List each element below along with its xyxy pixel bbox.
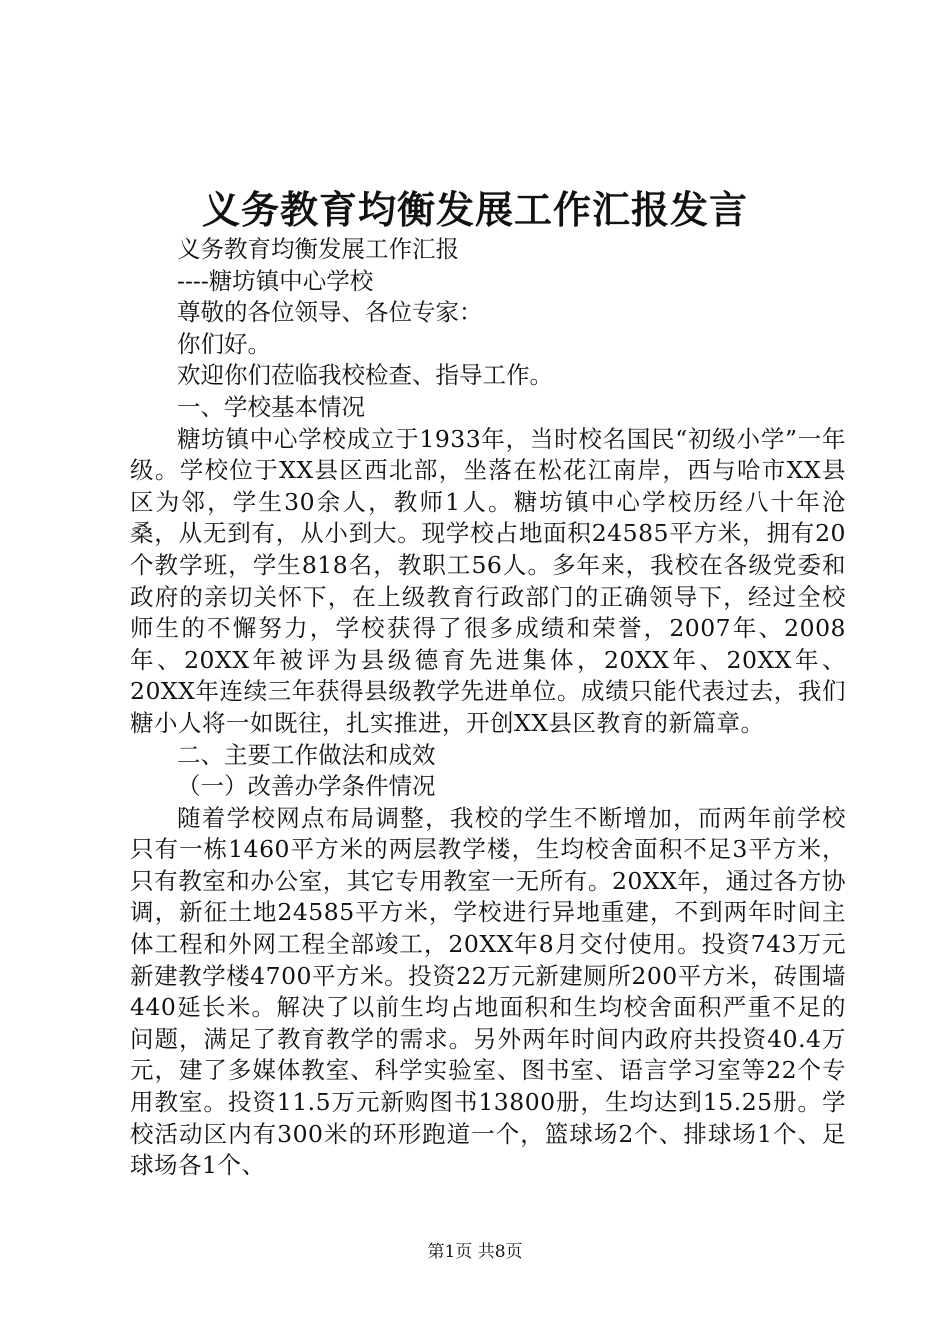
- paragraph-conditions: 随着学校网点布局调整，我校的学生不断增加，而两年前学校只有一栋1460平方米的两层教学楼，生均校舍面积不足3平方米，只有教室和办公室，其它专用教室一无所有。20XX年，通过各方协调，新征土地24585平方米，学校进行异地重建，不到两年时间主体工程和外网工程全部竣工，20XX年8月交付使用。投资743万元新建教学楼4700平方米。投资22万元新建厕所200平方米，砖围墙440延长米。解决了以前生均占地面积和生均校舍面积严重不足的问题，满足了教育教学的需求。另外两年时间内政府共投资40.4万元，建了多媒体教室、科学实验室、图书室、语言学习室等22个专用教室。投资11.5万元新购图书13800册，生均达到15.25册。学校活动区内有300米的环形跑道一个，篮球场2个、排球场1个、足球场各1个、: [130, 803, 846, 1180]
- subsection-heading-2-1: （一）改善办学条件情况: [177, 772, 436, 801]
- report-heading: 义务教育均衡发展工作汇报: [177, 235, 459, 263]
- section-heading-1: 一、学校基本情况: [177, 392, 365, 421]
- greeting: 你们好。: [177, 329, 271, 358]
- page-number: 第1页 共8页: [427, 1242, 523, 1262]
- school-name-line: ----糖坊镇中心学校: [177, 266, 374, 295]
- section-heading-2: 二、主要工作做法和成效: [177, 740, 436, 769]
- document-title: 义务教育均衡发展工作汇报发言: [201, 187, 748, 232]
- paragraph-school-basics: 糖坊镇中心学校成立于1933年，当时校名国民“初级小学”一年级。学校位于XX县区西北部，坐落在松花江南岸，西与哈市XX县区为邻，学生30余人，教师1人。糖坊镇中心学校历经八十年沧桑，从无到有，从小到大。现学校占地面积24585平方米，拥有20个教学班，学生818名，教职工56人。多年来，我校在各级党委和政府的亲切关怀下，在上级教育行政部门的正确领导下，经过全校师生的不懈努力，学校获得了很多成绩和荣誉，2007年、2008年、20XX年被评为县级德育先进集体，20XX年、20XX年、20XX年连续三年获得县级教学先进单位。成绩只能代表过去，我们糖小人将一如既往，扎实推进，开创XX县区教育的新篇章。: [130, 424, 846, 737]
- salutation: 尊敬的各位领导、各位专家：: [177, 298, 483, 327]
- document-body: [130, 234, 846, 1182]
- welcome-line: 欢迎你们莅临我校检查、指导工作。: [177, 361, 553, 390]
